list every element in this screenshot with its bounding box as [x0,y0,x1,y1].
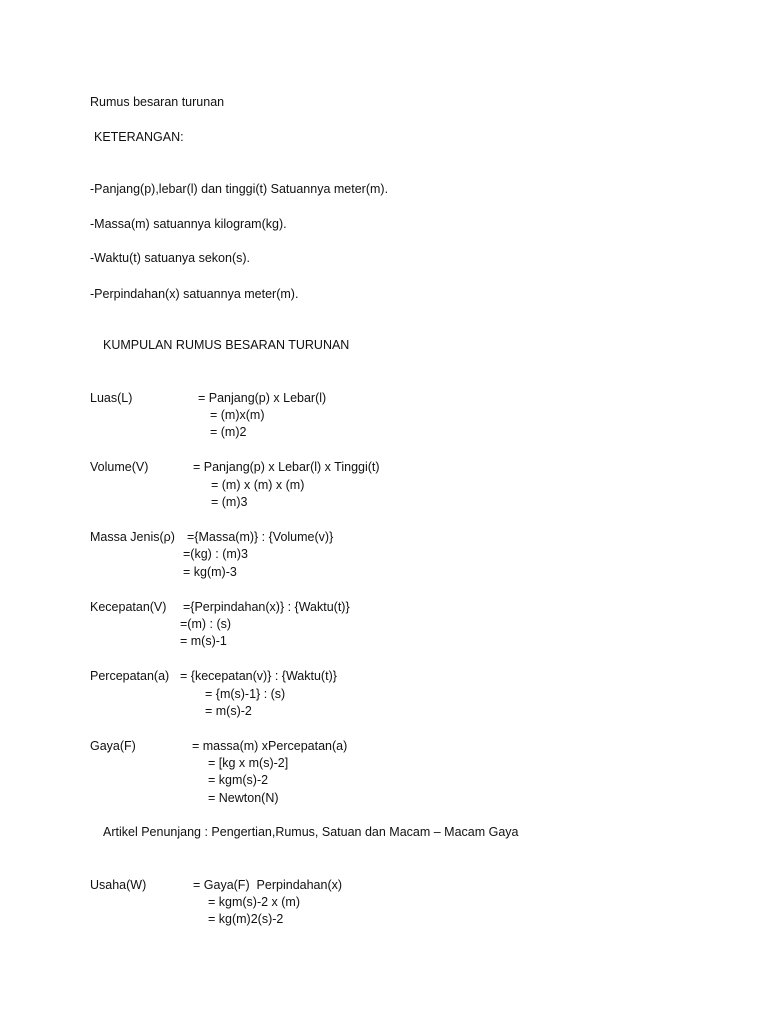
formula-line: = (m)x(m) [210,408,265,422]
formula-line: = {m(s)-1} : (s) [205,687,286,701]
section-heading: KUMPULAN RUMUS BESARAN TURUNAN [103,338,350,352]
formula-label-volume: Volume(V) [90,460,149,474]
formula-line: = kgm(s)-2 [208,773,269,787]
keterangan-item: -Waktu(t) satuanya sekon(s). [90,251,251,265]
formula-line: = (m)2 [210,425,247,439]
formula-line: = (m) x (m) x (m) [211,478,305,492]
formula-line: = m(s)-2 [205,704,252,718]
formula-line: = massa(m) xPercepatan(a) [192,739,348,753]
formula-label-usaha: Usaha(W) [90,878,147,892]
formula-line: =(m) : (s) [180,617,232,631]
formula-line: ={Massa(m)} : {Volume(v)} [187,530,334,544]
formula-label-gaya: Gaya(F) [90,739,136,753]
formula-line: = Newton(N) [208,791,279,805]
formula-line: = (m)3 [211,495,248,509]
keterangan-item: -Panjang(p),lebar(l) dan tinggi(t) Satuannya meter(m). [90,182,389,196]
keterangan-item: -Massa(m) satuannya kilogram(kg). [90,217,287,231]
formula-line: = {kecepatan(v)} : {Waktu(t)} [180,669,337,683]
artikel-penunjang-link[interactable]: Artikel Penunjang : Pengertian,Rumus, Satuan dan Macam – Macam Gaya [103,825,519,839]
document-title: Rumus besaran turunan [90,95,225,109]
formula-label-massa-jenis: Massa Jenis(ρ) [90,530,175,544]
keterangan-item: -Perpindahan(x) satuannya meter(m). [90,287,299,301]
formula-line: ={Perpindahan(x)} : {Waktu(t)} [183,600,350,614]
formula-line: =(kg) : (m)3 [183,547,248,561]
formula-line: = Gaya(F) Perpindahan(x) [193,878,343,892]
keterangan-heading: KETERANGAN: [94,130,184,144]
formula-line: = kg(m)2(s)-2 [208,912,284,926]
formula-line: = kgm(s)-2 x (m) [208,895,301,909]
formula-line: = Panjang(p) x Lebar(l) [198,391,327,405]
formula-line: = Panjang(p) x Lebar(l) x Tinggi(t) [193,460,380,474]
formula-line: = kg(m)-3 [183,565,237,579]
formula-label-luas: Luas(L) [90,391,133,405]
formula-label-percepatan: Percepatan(a) [90,669,170,683]
formula-line: = m(s)-1 [180,634,227,648]
formula-label-kecepatan: Kecepatan(V) [90,600,167,614]
formula-line: = [kg x m(s)-2] [208,756,289,770]
